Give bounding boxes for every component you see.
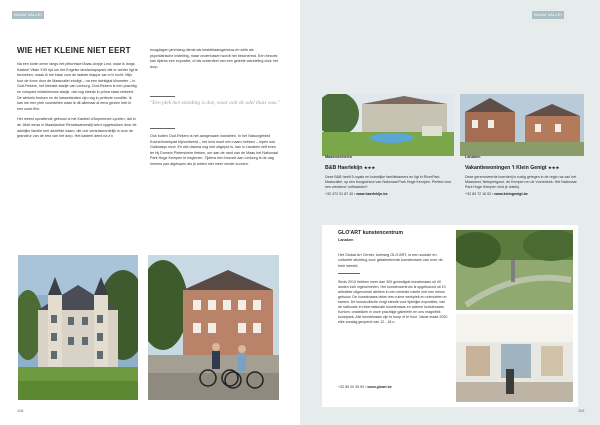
listing-description: Deze geremoveerde boerderij is rustig gelegen in de regio rus van het Maasland, Neteperigoue, de Kempen en de Voerstreek. Het Nationaal Park Hoge Kempen vind je vlakbij. (465, 175, 577, 189)
gloart-location: Lanaken (338, 238, 354, 242)
website-link[interactable]: www.kleingenigt.be (494, 192, 528, 196)
castle-photo (18, 255, 138, 400)
listing-contact: +32 89 72 16 52 • www.kleingenigt.be (465, 192, 528, 196)
listing-contact: +32 472 91 87 40 • www.haerlekijn.be (325, 192, 388, 196)
column-2-bottom: Ook buiten Oud-Rekem is het aangenaam wandelen. In het Natuurgebied Kocherbroekpad bijvoorbeeld – het kind moet een naam hebben – lopen ook Galloways rond. En wie daarna nog niet uitgeput is, kan in Lanaken zelf even ter bij Domein Pietersheim fietsen, om aan de rand van de Maas het Nationaal Park Hoge Kempen te beginnen. Tijdens een bezoek aan Limburg is de dag immers pas afgelopen als je weten niet meer verder kunnen. (150, 134, 278, 166)
gloart-body: Sinds 2013 hebben meer dan 300 gevestigde kunstenaars uit 40 landen zich ingeschreven. Het kunstencentrum is opgebouwd uit 10 artistieke uitgevoerde ateliers in een centrale ruimte met een nieuw gebouw. De kunstenaars delen een ruime werkplek en ontmoeten er samen. De kunstcollectie zorgt steeds voor tijdelijke exposities, van de nationale en internationale kunstenaars en actieve kunstenaars. Kortom: ontdekken in onze prachtige galerieën en ons magnifiek kunstpark. Alle kunstenaars zijn te koop of te huur. Vanaf maart 2020 elke zondag geopend van 12 - 18 u. (338, 280, 448, 324)
holiday-home-photo (460, 94, 584, 156)
listing-location: Maasmechelen (325, 155, 353, 159)
page-number: 119 (578, 408, 585, 413)
website-link[interactable]: www.haerlekijn.be (356, 192, 388, 196)
listing-card-bnb (325, 155, 453, 197)
pull-quote: "Een plek met standing is doe, waar ooit de adel thuis was." (150, 100, 280, 106)
paragraph: Het meest opvallende gebouw is het Kasteel d'Aspremont-Lynden, dat in de 16de eeuw in Maaslandse Renaissancestijl werd opgetrokken door de adellijke familie met dezelfde naam, die ook verantwoordelijk is voor de grandeur van de rest van het dorp. Het kasteel deed na z'n (17, 117, 137, 139)
column-2-top: hoogdagen jarenlang dienst als bestelbaarsgebouw en zelfs als psychiatrische instelling, maar ondertussen wordt het beschermd. Een bezoek kan tijdens een expositie, of als onderdeel van een geleide wandeling door het dorp. (150, 48, 278, 69)
gloart-intro: Het Global Art Center, kortweg GLO'ART, is een sociale en culturele stichting voor getalenteerde kunstenaars van over de hele wereld. (338, 253, 443, 268)
listing-title: B&B Haerlekijn (325, 165, 363, 171)
sculpture-park-photo (456, 230, 573, 310)
divider (150, 96, 175, 97)
page-number: 118 (17, 408, 24, 413)
phone-number: +32 89 20 35 92 (338, 385, 365, 389)
listing-location: Lanaken (465, 155, 481, 159)
listing-card-holiday-home (465, 155, 583, 197)
column-1 (17, 62, 138, 145)
divider (150, 128, 175, 129)
section-tag: NAAM VALLEI (13, 12, 43, 17)
gloart-contact: +32 89 20 35 92 • www.gloart.be (338, 385, 392, 389)
paragraph: Na een korte oever langs het pittoreske Maas-dorpje Leut, waar ik langs Kasteel Vilain XIIII rijd om het Engelse landschapspark dat er achter ligt te bezoeken, maak ik me klaar voor de laatste etappe van m'n tocht. Mijn tour de force door de Maasvallei eindigt – na een twintigtal kilometer – in Oud-Rekem, het kleinste stadje van Limburg. Oud-Rekem is een prachtig en compact middeleeuws stadje, dat nog steeds in prima staat verkeert. De winkels bruisen en de kasseistraten zijn nog in perfecte conditie. Ik kan me een plek voorstellen waar ik dit allemaal al eens gezien heb in een oude film. (17, 62, 138, 111)
website-link[interactable]: www.gloart.be (367, 385, 392, 389)
bnb-photo (322, 94, 454, 156)
gloart-title: GLO'ART kunstencentrum (338, 230, 403, 236)
listing-title: Vakantiewoningen 't Klein Genigt (465, 165, 547, 171)
listing-description: Deze B&B heeft 5 royale en huiselijke familiekamers en ligt in RiverPark Maasvallei, op een boogscheut van Nationaal Park Hoge Kempen. Perfect voor een weekend 'onthaasten'! (325, 175, 452, 189)
phone-number: +32 472 91 87 40 (325, 192, 354, 196)
star-rating: ★★★ (363, 165, 376, 170)
gallery-interior-photo (456, 314, 573, 402)
star-rating: ★★★ (548, 165, 560, 170)
section-tag: NAAM VALLEI (533, 12, 563, 17)
listing-name (325, 165, 453, 171)
phone-number: +32 89 72 16 52 (465, 192, 492, 196)
cyclists-photo (148, 255, 279, 400)
listing-name (465, 165, 583, 171)
article-title: WIE HET KLEINE NIET EERT (17, 46, 131, 55)
divider (338, 273, 360, 274)
